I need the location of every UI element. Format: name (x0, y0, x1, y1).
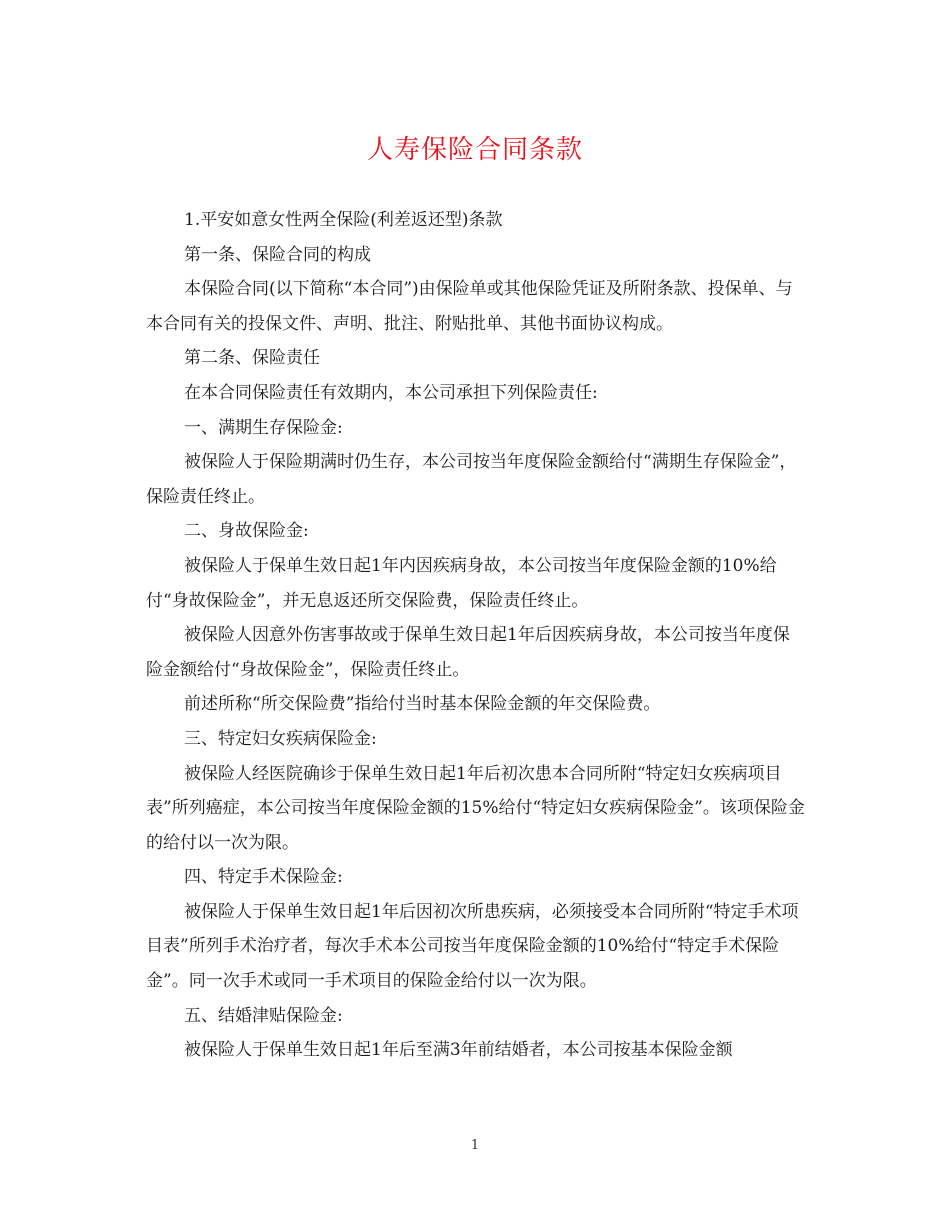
paragraph-item-1-text: 被保险人于保险期满时仍生存，本公司按当年度保险金额给付“满期生存保险金”，保险责任终止。 (146, 452, 797, 507)
paragraph-item-3-text: 被保险人经医院确诊于保单生效日起1年后初次患本合同所附“特定妇女疾病项目表”所列癌症，本公司按当年度保险金额的15%给付“特定妇女疾病保险金”。该项保险金的给付以一次为限。 (146, 763, 805, 853)
paragraph-item-2-title: 二、身故保险金: (184, 521, 309, 542)
paragraph-article-2-title: 第二条、保险责任 (184, 348, 320, 369)
paragraph-article-2-intro: 在本合同保险责任有效期内，本公司承担下列保险责任: (184, 382, 598, 403)
paragraph-item-2-note: 前述所称“所交保险费”指给付当时基本保险金额的年交保险费。 (184, 694, 661, 715)
document-title: 人寿保险合同条款 (366, 135, 583, 165)
paragraph-section-heading: 1.平安如意女性两全保险(利差返还型)条款 (184, 210, 503, 230)
paragraph-item-5-text: 被保险人于保单生效日起1年后至满3年前结婚者，本公司按基本保险金额 (184, 1040, 733, 1061)
paragraph-item-3-title: 三、特定妇女疾病保险金: (184, 728, 377, 749)
paragraph-item-2-text-b: 被保险人因意外伤害事故或于保单生效日起1年后因疾病身故，本公司按当年度保险金额给付“身故保险金”，保险责任终止。 (146, 625, 790, 680)
paragraph-item-1-title: 一、满期生存保险金: (184, 417, 343, 438)
page-number: 1 (470, 1138, 480, 1153)
paragraph-article-1-title: 第一条、保险合同的构成 (184, 244, 371, 265)
paragraph-item-4-text: 被保险人于保单生效日起1年后因初次所患疾病，必须接受本合同所附“特定手术项目表”所列手术治疗者，每次手术本公司按当年度保险金额的10%给付“特定手术保险金”。同一次手术或同一手术项目的保险金给付以一次为限。 (146, 901, 799, 992)
paragraph-item-5-title: 五、结婚津贴保险金: (184, 1005, 343, 1026)
document-body (146, 203, 806, 1068)
paragraph-article-1-text: 本保险合同(以下简称“本合同”)由保险单或其他保险凭证及所附条款、投保单、与本合同有关的投保文件、声明、批注、附贴批单、其他书面协议构成。 (146, 279, 793, 334)
paragraph-item-4-title: 四、特定手术保险金: (184, 867, 343, 888)
paragraph-item-2-text-a: 被保险人于保单生效日起1年内因疾病身故，本公司按当年度保险金额的10%给付“身故保险金”，并无息返还所交保险费，保险责任终止。 (146, 555, 777, 611)
